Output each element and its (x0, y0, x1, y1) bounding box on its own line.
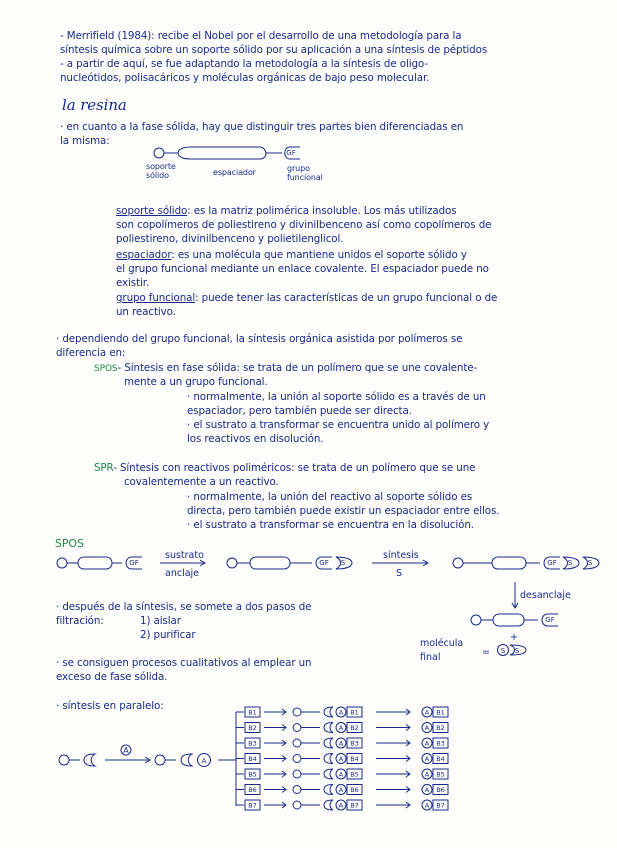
s-label-final-a: S (500, 647, 506, 655)
parallel-rows (236, 707, 448, 810)
a-label-bound: A (201, 757, 207, 765)
s-label-final-b: S (514, 647, 520, 655)
b-box-label: B7 (350, 801, 359, 810)
s-label-stage3b: S (587, 559, 593, 567)
resin-circle (293, 755, 301, 763)
b-box-label: B4 (350, 755, 359, 763)
gf-label: GF (286, 149, 296, 157)
reagent-a-label: A (123, 746, 129, 755)
s-label-stage3a: S (567, 559, 573, 567)
solid-support-circle (154, 148, 164, 158)
spos-bullet-1a: · normalmente, la unión al soporte sólido es a través de un (187, 391, 486, 403)
grupo-line-2: un reactivo. (116, 306, 176, 318)
molecula-label-1: molécula (420, 638, 464, 649)
linker-bracket (324, 754, 333, 764)
spr-bullet-1a: · normalmente, la unión del reactivo al soporte sólido es (187, 491, 473, 503)
resina-line-2: la misma: (60, 135, 110, 147)
final-a-label: A (424, 724, 430, 732)
final-b-label: B5 (436, 770, 445, 779)
spos-line-2: mente a un grupo funcional. (124, 376, 268, 388)
label-soporte-solido: soporte sólido (146, 162, 176, 180)
despues-line-2: filtración: (56, 615, 104, 627)
spr-bullet-2a: · el sustrato a transformar se encuentra en la disolución. (187, 519, 474, 531)
b-box-label: B6 (350, 786, 359, 794)
a-label: A (338, 801, 344, 810)
resina-heading: la resina (62, 96, 127, 114)
equals-sign: = (482, 647, 490, 658)
desanclaje-label: desanclaje (520, 590, 571, 601)
spr-definition: - Síntesis con reactivos poliméricos: se trata de un polímero que se une (113, 462, 476, 474)
resina-line-1: · en cuanto a la fase sólida, hay que distinguir tres partes bien diferenciadas en (60, 121, 464, 133)
label-grupo-funcional: grupo funcional (287, 164, 323, 182)
gf-label-stage2: GF (319, 559, 329, 567)
resin-circle (293, 801, 301, 809)
b-box-label: B3 (350, 739, 359, 748)
consiguen-line-2: exceso de fase sólida. (56, 671, 168, 683)
gf-label-stage4: GF (545, 616, 555, 624)
dependiendo-line-2: diferencia en: (56, 347, 126, 359)
reagent-box-label: B1 (248, 708, 257, 717)
a-label: A (338, 755, 344, 763)
intro-line-2: síntesis química sobre un soporte sólido por su aplicación a una síntesis de péptidos (60, 44, 488, 56)
a-label: A (338, 770, 344, 779)
final-a-label: A (424, 801, 430, 810)
soporte-line-2: son copolímeros de poliestireno y divinilbenceno así como copolímeros de (116, 219, 492, 231)
reagent-box-label: B3 (248, 739, 257, 748)
dependiendo-line-1: · dependiendo del grupo funcional, la síntesis orgánica asistida por polímeros se (56, 333, 463, 345)
final-b-label: B4 (436, 755, 445, 763)
espaciador-definition: : es una molécula que mantiene unidos el soporte sólido y (171, 249, 467, 261)
final-a-label: A (424, 739, 430, 748)
soporte-term: soporte sólido (116, 205, 188, 217)
spr-bullet-1b: directa, pero también puede existir un espaciador entre ellos. (187, 505, 500, 517)
gf-label-stage1: GF (129, 559, 139, 567)
a-label: A (338, 739, 344, 748)
final-a-label: A (424, 786, 430, 794)
espaciador-line-3: existir. (116, 277, 150, 289)
spos-bullet-2a: · el sustrato a transformar se encuentra unido al polímero y (187, 419, 490, 431)
linker-bracket (324, 769, 333, 779)
consiguen-line-1: · se consiguen procesos cualitativos al emplear un (56, 657, 312, 669)
final-b-label: B3 (436, 739, 445, 748)
step1-bottom-label: anclaje (165, 568, 200, 579)
linker-bracket (324, 707, 333, 717)
resin-circle (293, 739, 301, 747)
step2-bottom-label: S (396, 568, 403, 579)
final-b-label: B7 (436, 801, 445, 810)
linker-bracket (324, 738, 333, 748)
b-box-label: B5 (350, 770, 359, 779)
spr-line-2: covalentemente a un reactivo. (124, 476, 279, 488)
molecula-label-2: final (420, 652, 441, 663)
resin-circle (293, 708, 301, 716)
intro-line-1: - Merrifield (1984): recibe el Nobel por el desarrollo de una metodología para la (60, 30, 462, 42)
final-a-label: A (424, 708, 430, 717)
paralelo-heading: · síntesis en paralelo: (56, 700, 164, 712)
step2-top-label: síntesis (383, 550, 419, 561)
step1-top-label: sustrato (165, 550, 204, 561)
intro-line-4: nucleótidos, polisacáricos y moléculas orgánicas de bajo peso molecular. (60, 72, 430, 84)
resin-circle (293, 786, 301, 794)
resin-circle (293, 724, 301, 732)
spr-acronym: SPR (94, 462, 114, 474)
resin-circle (293, 770, 301, 778)
despues-step-1: 1) aislar (140, 615, 181, 627)
a-label: A (338, 786, 344, 794)
soporte-line-3: poliestireno, divinilbenceno y polietilenglicol. (116, 233, 344, 245)
soporte-definition: : es la matriz polimérica insoluble. Los más utilizados (187, 205, 457, 217)
reagent-box-label: B2 (248, 724, 257, 732)
plus-sign: + (510, 632, 518, 643)
label-espaciador: espaciador (213, 168, 256, 177)
reagent-box-label: B7 (248, 801, 257, 810)
b-box-label: B2 (350, 724, 359, 732)
espaciador-line-2: el grupo funcional mediante un enlace covalente. El espaciador puede no (116, 263, 489, 275)
spos-bullet-2b: los reactivos en disolución. (187, 433, 324, 445)
reagent-box-label: B5 (248, 770, 257, 779)
reagent-box-label: B4 (248, 755, 257, 763)
reagent-box-label: B6 (248, 786, 257, 794)
parallel-synthesis-diagram (59, 712, 236, 806)
b-box-label: B1 (350, 708, 359, 717)
espaciador-term: espaciador (116, 249, 172, 261)
linker-bracket (324, 800, 333, 810)
a-label: A (338, 724, 344, 732)
final-b-label: B2 (436, 724, 445, 732)
grupo-term: grupo funcional (116, 292, 196, 304)
final-b-label: B6 (436, 786, 445, 794)
spos-scheme-label: SPOS (55, 537, 84, 550)
linker-bracket (324, 785, 333, 795)
spos-acronym: SPOS (94, 364, 118, 374)
spos-bullet-1b: espaciador, pero también puede ser directa. (187, 405, 412, 417)
despues-step-2: 2) purificar (140, 629, 196, 641)
linker-bracket (324, 723, 333, 733)
gf-label-stage3: GF (547, 559, 557, 567)
grupo-definition: : puede tener las características de un grupo funcional o de (195, 292, 498, 304)
spacer-shape (178, 147, 266, 159)
final-a-label: A (424, 770, 430, 779)
despues-line-1: · después de la síntesis, se somete a dos pasos de (56, 601, 312, 613)
spos-definition: - Síntesis en fase sólida: se trata de un polímero que se une covalente- (117, 362, 478, 374)
resina-diagram (154, 147, 300, 159)
intro-line-3: - a partir de aquí, se fue adaptando la metodología a la síntesis de oligo- (60, 58, 428, 70)
final-b-label: B1 (436, 708, 445, 717)
a-label: A (338, 708, 344, 717)
s-label-stage2: S (340, 559, 346, 567)
final-a-label: A (424, 755, 430, 763)
